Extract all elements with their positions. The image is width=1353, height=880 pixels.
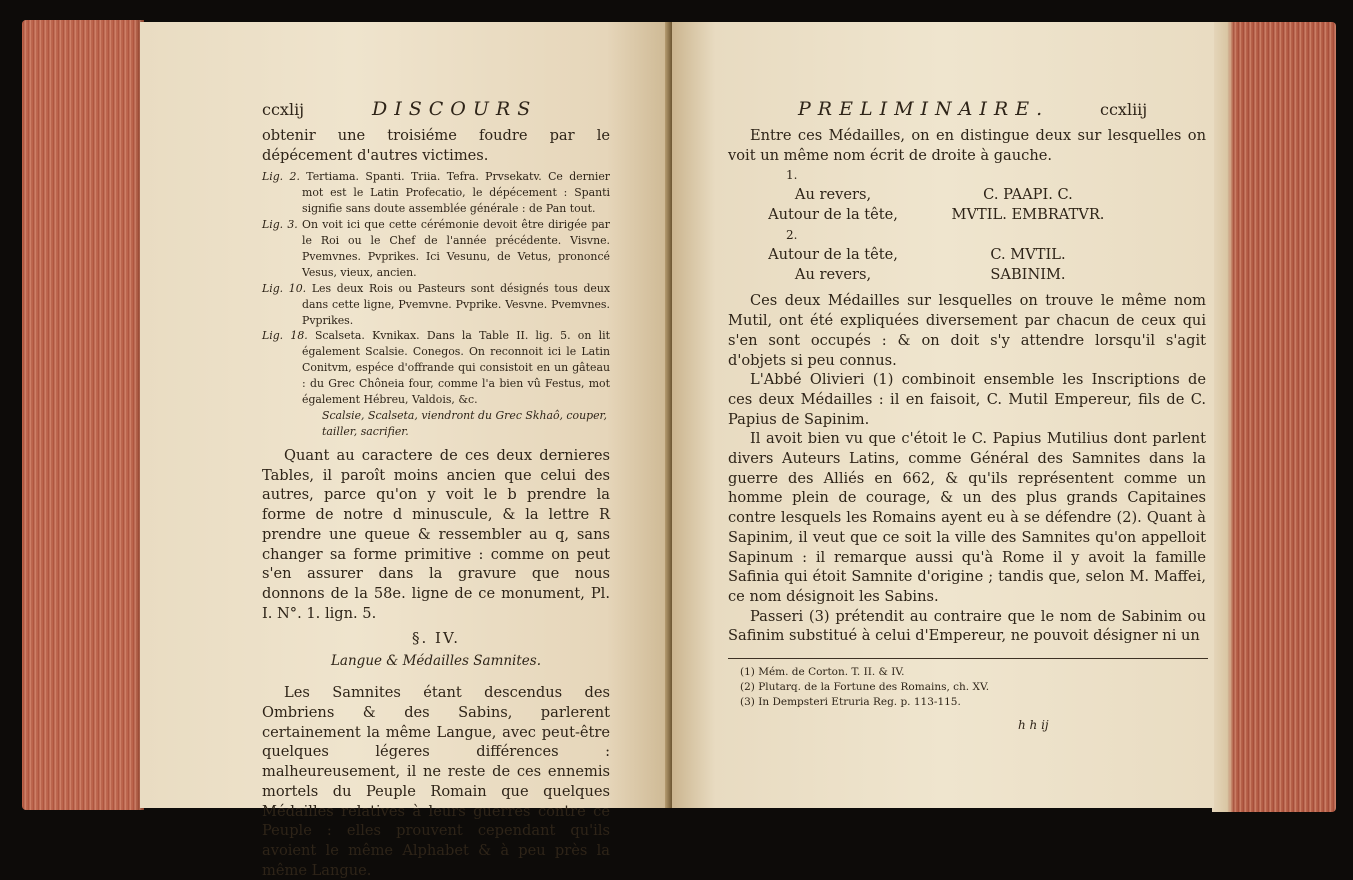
right-page xyxy=(672,22,1214,808)
left-page-number: ccxlij xyxy=(262,100,305,119)
left-paragraph-2: Les Samnites étant descendus des Ombriens & des Sabins, parlerent certainement la même Langue, avec peut-être quelques légeres différences : malheureusement, il ne reste de ces ennemis mortels du Peuple Romain que quelques Médailles relatives à leurs guerres contre ce Peuple : elles prouvent cependant qu'ils avoient le même Alphabet & à peu près la même Langue. xyxy=(262,684,610,879)
section-title: Langue & Médailles Samnites. xyxy=(330,653,542,670)
book-edge-left xyxy=(22,20,144,810)
medal-legend: C. MVTIL. xyxy=(990,246,1066,264)
left-running-head: DISCOURS xyxy=(372,98,538,120)
footnote: (3) In Dempsteri Etruria Reg. p. 113-115. xyxy=(740,696,961,709)
line-note: Lig. 18. Scalseta. Kvnikax. Dans la Table II. lig. 5. on lit également Scalsie. Conegos. On reconnoit ici le Latin Conitvm, espéce d'offrande qui consistoit en un gâteau : du Grec Chôneia four, comme l'a bien vû Festus, mot également Hébreu, Valdois, &c. xyxy=(262,329,610,407)
medal-legend: SABINIM. xyxy=(990,266,1066,284)
medal-side: Autour de la tête, xyxy=(768,246,898,264)
medal-row xyxy=(728,185,1206,205)
right-paragraph-2: Ces deux Médailles sur lesquelles on trouve le même nom Mutil, ont été expliquées diversement par chacun de ceux qui s'en sont occupés : & on doit s'y attendre lorsqu'il s'agit d'objets si peu connus. xyxy=(728,292,1206,369)
book-edge-right xyxy=(1212,22,1336,812)
footnote: (2) Plutarq. de la Fortune des Romains, ch. XV. xyxy=(740,681,990,694)
right-paragraph-5: Passeri (3) prétendit au contraire que le nom de Sabinim ou Safinim substitué à celui d'Empereur, ne pouvoit désigner ni un xyxy=(728,607,1206,645)
medal-legend: MVTIL. EMBRATVR. xyxy=(951,206,1105,224)
right-paragraph-4: Il avoit bien vu que c'étoit le C. Papius Mutilius dont parlent divers Auteurs Latins, comme Général des Samnites dans la guerre des Alliés en 662, & qu'ils représentent comme un homme plein de courage, & un des plus grands Capitaines contre lesquels les Romains ayent eu à se défendre (2). Quant à Sapinim, il veut que ce soit la ville des Samnites qu'on appelloit Sapinum : il remarque aussi qu'à Rome il y avoit la famille Safinia qui étoit Samnite d'origine ; tandis que, selon M. Maffei, ce nom désignoit les Sabins. xyxy=(728,430,1206,605)
line-note: Lig. 3. On voit ici que cette cérémonie devoit être dirigée par le Roi ou le Chef de l'année précédente. Visvne. Pvemvnes. Pvprikes. Ici Vesunu, de Vetus, prononcé Vesus, vieux, ancien. xyxy=(262,218,610,279)
line-note: Lig. 10. Les deux Rois ou Pasteurs sont désignés tous deux dans cette ligne, Pvemvne. Pvprike. Vesvne. Pvemvnes. Pvprikes. xyxy=(262,281,611,327)
right-running-head: PRELIMINAIRE. xyxy=(798,98,1050,120)
right-paragraph-3: L'Abbé Olivieri (1) combinoit ensemble les Inscriptions de ces deux Médailles : il en faisoit, C. Mutil Empereur, fils de C. Papius de Sapinim. xyxy=(728,371,1206,428)
right-page-header xyxy=(728,98,1206,126)
medal-description-2 xyxy=(728,227,1206,285)
medal-row xyxy=(728,245,1206,265)
medal-row xyxy=(728,205,1206,225)
note-continuation: Scalsie, Scalseta, viendront du Grec Skhaô, couper, tailler, sacrifier. xyxy=(322,409,607,438)
left-page-content xyxy=(262,98,610,880)
medal-side: Autour de la tête, xyxy=(768,206,898,224)
medal-side: Au revers, xyxy=(794,186,872,204)
left-page xyxy=(140,22,670,879)
medal-description-1 xyxy=(728,167,1206,225)
medal-side: Au revers, xyxy=(794,266,872,284)
left-opening-text: obtenir une troisiéme foudre par le dépécement d'autres victimes. xyxy=(262,127,610,164)
footnote-rule xyxy=(728,658,1208,659)
medal-number: 1. xyxy=(786,168,798,183)
line-notes xyxy=(262,169,610,440)
left-paragraph-1: Quant au caractere de ces deux dernieres Tables, il paroît moins ancien que celui des autres, parce qu'on y voit le b prendre la forme de notre d minuscule, & la lettre R prendre une queue & ressembler au q, sans changer sa forme primitive : comme on peut s'en assurer dans la gravure que nous donnons de la 58e. ligne de ce monument, Pl. I. N°. 1. lign. 5. xyxy=(262,447,610,622)
footnote: (1) Mém. de Corton. T. II. & IV. xyxy=(740,666,905,679)
medal-number: 2. xyxy=(786,228,798,243)
medal-row xyxy=(728,265,1206,285)
left-page-header xyxy=(262,98,610,126)
medal-legend: C. PAAPI. C. xyxy=(983,186,1073,204)
section-number: §. IV. xyxy=(412,629,460,648)
right-paragraph-1: Entre ces Médailles, on en distingue deux sur lesquelles on voit un même nom écrit de droite à gauche. xyxy=(728,127,1206,164)
right-page-content xyxy=(728,98,1206,732)
printer-signature: h h ij xyxy=(1018,718,1049,733)
right-page-number: ccxliij xyxy=(1100,100,1148,119)
line-note: Lig. 2. Tertiama. Spanti. Triia. Tefra. Prvsekatv. Ce dernier mot est le Latin Profecatio, le dépécement : Spanti signifie sans doute assemblée générale : de Pan tout. xyxy=(262,170,610,216)
